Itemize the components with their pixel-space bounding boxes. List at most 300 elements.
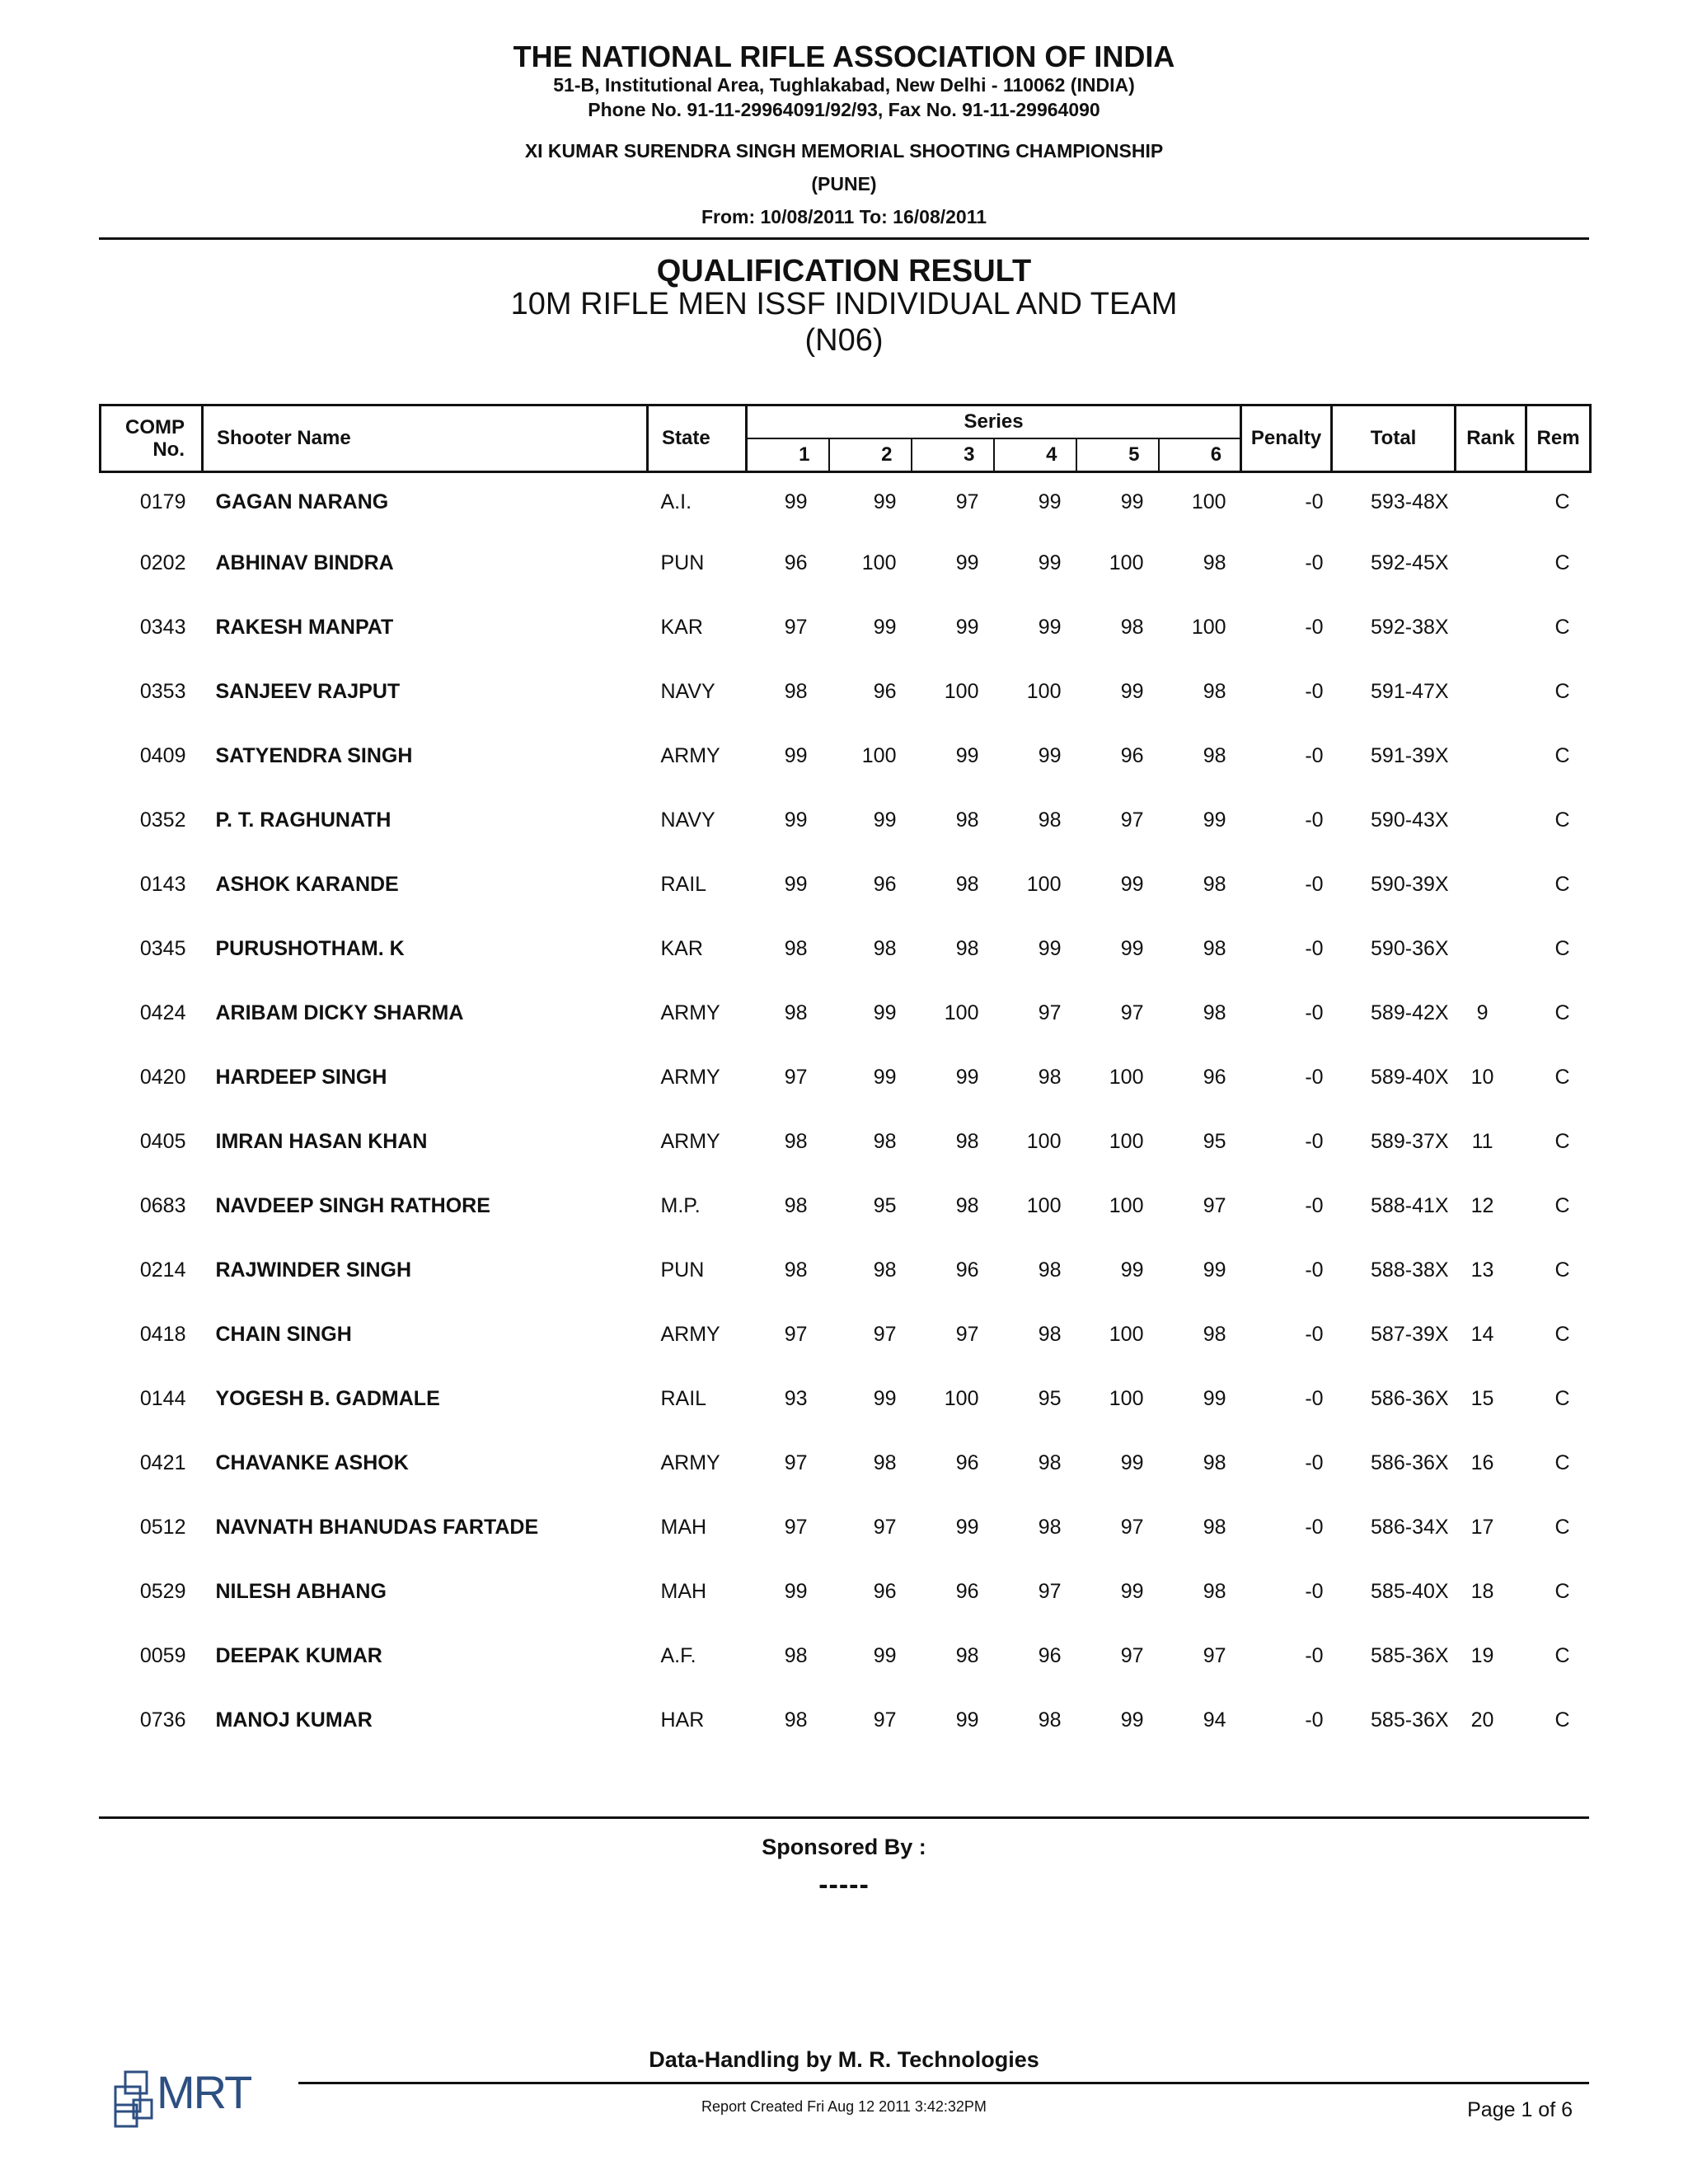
cell-rank: 12 (1470, 1193, 1494, 1217)
cell-series-4: 95 (1038, 1386, 1062, 1410)
cell-series-2: 95 (873, 1193, 897, 1217)
cell-state: MAH (660, 1515, 707, 1539)
event-location: (PUNE) (811, 173, 877, 194)
cell-penalty: -0 (1305, 1129, 1324, 1153)
cell-rem: C (1554, 1001, 1570, 1024)
col-rem: Rem (1526, 405, 1591, 472)
result-title: QUALIFICATION RESULT (656, 254, 1032, 288)
cell-series-3: 98 (955, 1129, 979, 1153)
cell-series-2: 96 (873, 1579, 897, 1603)
table-row (101, 659, 1591, 724)
cell-rem: C (1554, 679, 1570, 703)
cell-series-5: 100 (1109, 1322, 1144, 1346)
cell-shooter-name: RAJWINDER SINGH (215, 1258, 412, 1282)
cell-series-1: 99 (784, 743, 808, 767)
cell-series-6: 98 (1203, 1451, 1226, 1474)
cell-penalty: -0 (1305, 615, 1324, 639)
result-event: 10M RIFLE MEN ISSF INDIVIDUAL AND TEAM (510, 287, 1178, 321)
cell-rem: C (1554, 1643, 1570, 1667)
cell-series-2: 99 (873, 490, 897, 513)
cell-series-6: 97 (1203, 1193, 1226, 1217)
cell-rank: 11 (1471, 1129, 1493, 1153)
cell-penalty: -0 (1305, 1065, 1324, 1089)
cell-penalty: -0 (1305, 743, 1324, 767)
cell-comp-no: 0418 (139, 1322, 186, 1346)
cell-series-6: 98 (1203, 872, 1226, 896)
col-comp-no (101, 405, 203, 472)
cell-rank: 20 (1470, 1708, 1494, 1732)
cell-series-2: 99 (873, 1065, 897, 1089)
cell-rem: C (1554, 1515, 1570, 1539)
cell-series-5: 97 (1120, 1001, 1144, 1024)
cell-series-1: 93 (784, 1386, 808, 1410)
cell-rem: C (1554, 1451, 1570, 1474)
table-row (101, 1109, 1591, 1174)
cell-rem: C (1554, 1322, 1570, 1346)
cell-comp-no: 0214 (139, 1258, 186, 1282)
cell-series-3: 99 (955, 1708, 979, 1732)
cell-series-1: 97 (784, 1322, 808, 1346)
cell-total: 585-36X (1371, 1643, 1449, 1667)
cell-comp-no: 0529 (139, 1579, 186, 1603)
cell-series-3: 98 (955, 808, 979, 832)
cell-series-4: 98 (1038, 1258, 1062, 1282)
cell-shooter-name: RAKESH MANPAT (215, 615, 394, 639)
cell-series-5: 100 (1109, 551, 1144, 574)
cell-total: 589-40X (1371, 1065, 1449, 1089)
cell-penalty: -0 (1305, 1708, 1324, 1732)
cell-state: A.I. (660, 490, 692, 513)
cell-series-4: 99 (1038, 743, 1062, 767)
cell-series-5: 99 (1120, 1708, 1144, 1732)
table-row (101, 852, 1591, 916)
cell-series-5: 99 (1120, 490, 1144, 513)
divider-bottom (99, 1816, 1589, 1819)
table-row (101, 1688, 1591, 1752)
cell-series-4: 96 (1038, 1643, 1062, 1667)
cell-state: KAR (660, 936, 703, 960)
cell-comp-no: 0353 (139, 679, 186, 703)
cell-penalty: -0 (1305, 1643, 1324, 1667)
cell-series-4: 100 (1026, 1129, 1062, 1153)
cell-shooter-name: ARIBAM DICKY SHARMA (215, 1001, 464, 1024)
cell-shooter-name: HARDEEP SINGH (215, 1065, 387, 1089)
cell-state: HAR (660, 1708, 705, 1732)
cell-series-5: 99 (1120, 1579, 1144, 1603)
cell-rank (1456, 724, 1526, 788)
cell-rem: C (1554, 936, 1570, 960)
cell-series-3: 98 (955, 936, 979, 960)
cell-series-4: 99 (1038, 936, 1062, 960)
table-body (101, 472, 1591, 1753)
table-row (101, 472, 1591, 532)
table-header (101, 405, 1591, 472)
cell-total: 589-37X (1371, 1129, 1449, 1153)
cell-series-4: 100 (1026, 679, 1062, 703)
cell-series-5: 99 (1120, 679, 1144, 703)
cell-shooter-name: NAVNATH BHANUDAS FARTADE (215, 1515, 539, 1539)
cell-series-1: 98 (784, 1129, 808, 1153)
cell-shooter-name: SATYENDRA SINGH (215, 743, 413, 767)
cell-shooter-name: P. T. RAGHUNATH (215, 808, 392, 832)
cell-comp-no: 0405 (139, 1129, 186, 1153)
cell-total: 590-39X (1371, 872, 1449, 896)
cell-comp-no: 0144 (139, 1386, 186, 1410)
cell-rank: 9 (1476, 1001, 1489, 1024)
table-row (101, 788, 1591, 852)
sponsored-label: Sponsored By : (762, 1835, 926, 1859)
cell-series-4: 99 (1038, 551, 1062, 574)
cell-series-4: 97 (1038, 1579, 1062, 1603)
cell-series-2: 99 (873, 615, 897, 639)
cell-rem: C (1554, 1065, 1570, 1089)
col-state: State (648, 405, 747, 472)
cell-rem: C (1554, 872, 1570, 896)
cell-series-2: 98 (873, 1129, 897, 1153)
col-rank: Rank (1456, 405, 1526, 472)
cell-total: 590-36X (1371, 936, 1449, 960)
results-table (99, 404, 1592, 1752)
cell-series-3: 100 (944, 1386, 979, 1410)
cell-rank (1456, 916, 1526, 981)
cell-series-3: 98 (955, 872, 979, 896)
cell-series-5: 99 (1120, 936, 1144, 960)
cell-penalty: -0 (1305, 808, 1324, 832)
sponsored-value: ----- (818, 1869, 870, 1900)
col-series-1: 1 (747, 438, 829, 472)
cell-rem: C (1554, 615, 1570, 639)
cell-rank (1456, 852, 1526, 916)
cell-rem: C (1554, 1708, 1570, 1732)
cell-series-2: 97 (873, 1515, 897, 1539)
cell-penalty: -0 (1305, 679, 1324, 703)
cell-state: KAR (660, 615, 703, 639)
cell-series-6: 99 (1203, 1258, 1226, 1282)
cell-comp-no: 0512 (139, 1515, 186, 1539)
cell-penalty: -0 (1305, 872, 1324, 896)
org-name: THE NATIONAL RIFLE ASSOCIATION OF INDIA (513, 40, 1175, 73)
cell-total: 591-39X (1371, 743, 1449, 767)
cell-series-2: 99 (873, 1001, 897, 1024)
cell-series-5: 100 (1109, 1193, 1144, 1217)
cell-total: 586-36X (1371, 1451, 1449, 1474)
cell-total: 586-36X (1371, 1386, 1449, 1410)
col-series: Series (747, 405, 1241, 439)
cell-shooter-name: SANJEEV RAJPUT (215, 679, 401, 703)
col-penalty: Penalty (1241, 405, 1332, 472)
cell-series-1: 99 (784, 808, 808, 832)
cell-series-5: 98 (1120, 615, 1144, 639)
table-row (101, 916, 1591, 981)
cell-series-1: 97 (784, 615, 808, 639)
cell-shooter-name: NILESH ABHANG (215, 1579, 387, 1603)
cell-shooter-name: GAGAN NARANG (215, 490, 389, 513)
cell-series-2: 96 (873, 679, 897, 703)
cell-series-1: 98 (784, 1258, 808, 1282)
col-shooter-name: Shooter Name (203, 405, 648, 472)
cell-series-2: 99 (873, 808, 897, 832)
cell-rem: C (1554, 551, 1570, 574)
cell-state: NAVY (660, 679, 715, 703)
cell-shooter-name: PURUSHOTHAM. K (215, 936, 405, 960)
cell-total: 588-41X (1371, 1193, 1449, 1217)
cell-rem: C (1554, 1129, 1570, 1153)
cell-series-5: 99 (1120, 1258, 1144, 1282)
cell-series-2: 99 (873, 1386, 897, 1410)
cell-rank: 17 (1470, 1515, 1494, 1539)
table-row (101, 1045, 1591, 1109)
cell-series-6: 100 (1191, 490, 1226, 513)
cell-rem: C (1554, 1193, 1570, 1217)
cell-rank: 16 (1470, 1451, 1494, 1474)
col-series-3: 3 (912, 438, 994, 472)
cell-series-4: 97 (1038, 1001, 1062, 1024)
cell-series-3: 99 (955, 551, 979, 574)
cell-series-6: 98 (1203, 551, 1226, 574)
col-series-4: 4 (994, 438, 1076, 472)
cell-rank: 14 (1470, 1322, 1494, 1346)
cell-series-4: 98 (1038, 1065, 1062, 1089)
cell-state: A.F. (660, 1643, 696, 1667)
cell-series-6: 98 (1203, 1322, 1226, 1346)
cell-state: PUN (660, 551, 705, 574)
cell-shooter-name: DEEPAK KUMAR (215, 1643, 382, 1667)
cell-comp-no: 0202 (139, 551, 186, 574)
org-address: 51-B, Institutional Area, Tughlakabad, New Delhi - 110062 (INDIA) (553, 74, 1135, 96)
cell-comp-no: 0421 (139, 1451, 186, 1474)
col-series-2: 2 (829, 438, 912, 472)
table-row (101, 1559, 1591, 1624)
cell-series-1: 99 (784, 490, 808, 513)
cell-series-3: 96 (955, 1451, 979, 1474)
cell-rank (1456, 595, 1526, 659)
cell-series-5: 97 (1120, 808, 1144, 832)
cell-series-3: 97 (955, 1322, 979, 1346)
cell-total: 585-36X (1371, 1708, 1449, 1732)
cell-series-6: 98 (1203, 1515, 1226, 1539)
cell-series-4: 100 (1026, 1193, 1062, 1217)
cell-series-5: 100 (1109, 1386, 1144, 1410)
cell-series-1: 97 (784, 1451, 808, 1474)
cell-penalty: -0 (1305, 1579, 1324, 1603)
org-phone-fax: Phone No. 91-11-29964091/92/93, Fax No. 91-11-29964090 (588, 99, 1100, 120)
col-comp-label: COMP (125, 416, 185, 438)
cell-series-5: 97 (1120, 1643, 1144, 1667)
cell-series-6: 99 (1203, 1386, 1226, 1410)
cell-comp-no: 0352 (139, 808, 186, 832)
table-row (101, 1174, 1591, 1238)
cell-state: ARMY (660, 1129, 720, 1153)
event-name: XI KUMAR SURENDRA SINGH MEMORIAL SHOOTING CHAMPIONSHIP (524, 140, 1164, 162)
cell-rank (1456, 472, 1526, 532)
cell-total: 592-38X (1371, 615, 1449, 639)
cell-shooter-name: IMRAN HASAN KHAN (215, 1129, 428, 1153)
cell-rank (1456, 788, 1526, 852)
cell-comp-no: 0683 (139, 1193, 186, 1217)
col-series-5: 5 (1076, 438, 1159, 472)
cell-series-5: 97 (1120, 1515, 1144, 1539)
cell-state: RAIL (660, 1386, 707, 1410)
cell-total: 592-45X (1371, 551, 1449, 574)
cell-rem: C (1554, 808, 1570, 832)
cell-total: 589-42X (1371, 1001, 1449, 1024)
cell-series-3: 99 (955, 615, 979, 639)
cell-series-6: 98 (1203, 679, 1226, 703)
cell-series-1: 98 (784, 1708, 808, 1732)
cell-comp-no: 0059 (139, 1643, 186, 1667)
table-row (101, 981, 1591, 1045)
cell-comp-no: 0143 (139, 872, 186, 896)
cell-rank (1456, 659, 1526, 724)
cell-shooter-name: CHAIN SINGH (215, 1322, 352, 1346)
cell-shooter-name: CHAVANKE ASHOK (215, 1451, 409, 1474)
cell-rem: C (1554, 490, 1570, 513)
cell-penalty: -0 (1305, 1258, 1324, 1282)
cell-total: 585-40X (1371, 1579, 1449, 1603)
event-dates: From: 10/08/2011 To: 16/08/2011 (701, 206, 987, 227)
cell-series-3: 100 (944, 1001, 979, 1024)
cell-state: PUN (660, 1258, 705, 1282)
table-row (101, 531, 1591, 595)
cell-series-2: 100 (861, 743, 897, 767)
cell-series-4: 98 (1038, 1451, 1062, 1474)
cell-state: M.P. (660, 1193, 701, 1217)
cell-comp-no: 0736 (139, 1708, 186, 1732)
cell-shooter-name: YOGESH B. GADMALE (215, 1386, 440, 1410)
cell-series-2: 97 (873, 1322, 897, 1346)
cell-shooter-name: ASHOK KARANDE (215, 872, 399, 896)
cell-rank: 13 (1470, 1258, 1494, 1282)
cell-series-5: 100 (1109, 1129, 1144, 1153)
cell-rank: 19 (1470, 1643, 1494, 1667)
cell-rank: 10 (1470, 1065, 1494, 1089)
cell-rank (1456, 531, 1526, 595)
mrt-logo-text: MRT (157, 2066, 251, 2118)
cell-series-3: 97 (955, 490, 979, 513)
cell-series-3: 99 (955, 1515, 979, 1539)
col-total: Total (1332, 405, 1456, 472)
cell-rem: C (1554, 1579, 1570, 1603)
cell-series-4: 99 (1038, 490, 1062, 513)
cell-penalty: -0 (1305, 936, 1324, 960)
cell-penalty: -0 (1305, 551, 1324, 574)
cell-series-1: 99 (784, 872, 808, 896)
cell-shooter-name: ABHINAV BINDRA (215, 551, 394, 574)
cell-shooter-name: MANOJ KUMAR (215, 1708, 373, 1732)
cell-series-2: 96 (873, 872, 897, 896)
cell-series-5: 99 (1120, 1451, 1144, 1474)
table-row (101, 724, 1591, 788)
cell-series-1: 97 (784, 1515, 808, 1539)
table-row (101, 595, 1591, 659)
cell-state: RAIL (660, 872, 707, 896)
col-series-6: 6 (1159, 438, 1241, 472)
cell-series-6: 96 (1203, 1065, 1226, 1089)
cell-rem: C (1554, 743, 1570, 767)
table-row (101, 1624, 1591, 1688)
cell-rem: C (1554, 1386, 1570, 1410)
cell-series-6: 98 (1203, 743, 1226, 767)
cell-penalty: -0 (1305, 1322, 1324, 1346)
cell-total: 586-34X (1371, 1515, 1449, 1539)
cell-series-6: 98 (1203, 1001, 1226, 1024)
cell-comp-no: 0409 (139, 743, 186, 767)
cell-total: 593-48X (1371, 490, 1449, 513)
cell-penalty: -0 (1305, 1515, 1324, 1539)
cell-series-4: 100 (1026, 872, 1062, 896)
cell-series-3: 99 (955, 1065, 979, 1089)
cell-series-2: 98 (873, 1451, 897, 1474)
report-created: Report Created Fri Aug 12 2011 3:42:32PM (701, 2098, 987, 2115)
cell-series-4: 98 (1038, 1515, 1062, 1539)
cell-series-3: 96 (955, 1579, 979, 1603)
cell-penalty: -0 (1305, 490, 1324, 513)
cell-series-2: 98 (873, 1258, 897, 1282)
cell-series-2: 98 (873, 936, 897, 960)
cell-series-1: 98 (784, 936, 808, 960)
cell-series-6: 97 (1203, 1643, 1226, 1667)
data-handling: Data-Handling by M. R. Technologies (649, 2047, 1039, 2072)
cell-series-6: 95 (1203, 1129, 1226, 1153)
cell-comp-no: 0345 (139, 936, 186, 960)
cell-series-4: 99 (1038, 615, 1062, 639)
cell-total: 587-39X (1371, 1322, 1449, 1346)
cell-series-6: 99 (1203, 808, 1226, 832)
cell-state: ARMY (660, 1065, 720, 1089)
cell-series-6: 98 (1203, 1579, 1226, 1603)
cell-series-6: 100 (1191, 615, 1226, 639)
cell-total: 591-47X (1371, 679, 1449, 703)
cell-state: ARMY (660, 1322, 720, 1346)
cell-series-6: 98 (1203, 936, 1226, 960)
cell-series-1: 99 (784, 1579, 808, 1603)
cell-series-1: 98 (784, 1643, 808, 1667)
cell-penalty: -0 (1305, 1001, 1324, 1024)
cell-series-5: 96 (1120, 743, 1144, 767)
cell-rank: 18 (1470, 1579, 1494, 1603)
table-row (101, 1302, 1591, 1366)
table-row (101, 1238, 1591, 1302)
cell-state: NAVY (660, 808, 715, 832)
cell-series-6: 94 (1203, 1708, 1226, 1732)
cell-series-3: 98 (955, 1193, 979, 1217)
divider-footer (298, 2082, 1589, 2084)
divider-top (99, 237, 1589, 240)
cell-series-1: 97 (784, 1065, 808, 1089)
cell-series-1: 98 (784, 679, 808, 703)
cell-series-4: 98 (1038, 808, 1062, 832)
cell-series-3: 100 (944, 679, 979, 703)
cell-total: 590-43X (1371, 808, 1449, 832)
table-row (101, 1495, 1591, 1559)
table-row (101, 1431, 1591, 1495)
cell-total: 588-38X (1371, 1258, 1449, 1282)
cell-series-4: 98 (1038, 1708, 1062, 1732)
cell-series-3: 99 (955, 743, 979, 767)
cell-state: ARMY (660, 743, 720, 767)
cell-series-5: 99 (1120, 872, 1144, 896)
cell-rank: 15 (1470, 1386, 1494, 1410)
cell-series-2: 100 (861, 551, 897, 574)
cell-state: ARMY (660, 1001, 720, 1024)
cell-series-4: 98 (1038, 1322, 1062, 1346)
cell-series-3: 96 (955, 1258, 979, 1282)
cell-series-2: 99 (873, 1643, 897, 1667)
cell-shooter-name: NAVDEEP SINGH RATHORE (215, 1193, 490, 1217)
cell-state: ARMY (660, 1451, 720, 1474)
cell-state: MAH (660, 1579, 707, 1603)
cell-series-1: 98 (784, 1001, 808, 1024)
